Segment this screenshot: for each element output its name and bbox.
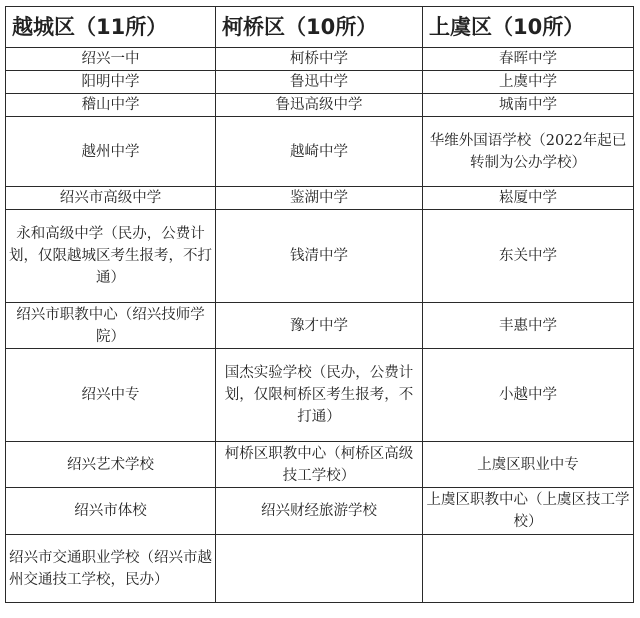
table-cell: 华维外国语学校（2022年起已转制为公办学校）	[423, 117, 634, 187]
table-cell: 鉴湖中学	[216, 187, 423, 210]
table-cell: 阳明中学	[6, 71, 216, 94]
table-cell: 鲁迅中学	[216, 71, 423, 94]
table-cell: 钱清中学	[216, 210, 423, 303]
header-yuecheng: 越城区（11所）	[6, 7, 216, 48]
table-row	[6, 442, 634, 488]
table-cell: 绍兴市体校	[6, 488, 216, 535]
table-cell: 绍兴财经旅游学校	[216, 488, 423, 535]
table-cell: 上虞中学	[423, 71, 634, 94]
table-cell: 绍兴市高级中学	[6, 187, 216, 210]
table-cell: 崧厦中学	[423, 187, 634, 210]
header-shangyu: 上虞区（10所）	[423, 7, 634, 48]
table-cell: 春晖中学	[423, 48, 634, 71]
table-cell: 绍兴市职教中心（绍兴技师学院）	[6, 303, 216, 349]
table-cell: 绍兴一中	[6, 48, 216, 71]
schools-table	[5, 6, 634, 603]
table-row	[6, 94, 634, 117]
table-cell: 豫才中学	[216, 303, 423, 349]
table-cell: 柯桥区职教中心（柯桥区高级技工学校）	[216, 442, 423, 488]
table-cell	[423, 535, 634, 603]
table-cell: 国杰实验学校（民办，公费计划，仅限柯桥区考生报考，不打通）	[216, 349, 423, 442]
table-cell: 丰惠中学	[423, 303, 634, 349]
table-row	[6, 117, 634, 187]
schools-table-container	[5, 6, 634, 603]
table-row	[6, 210, 634, 303]
table-cell: 绍兴艺术学校	[6, 442, 216, 488]
header-keqiao: 柯桥区（10所）	[216, 7, 423, 48]
table-cell: 上虞区职教中心（上虞区技工学校）	[423, 488, 634, 535]
table-cell: 永和高级中学（民办，公费计划，仅限越城区考生报考，不打通）	[6, 210, 216, 303]
table-cell: 绍兴中专	[6, 349, 216, 442]
table-cell: 越崎中学	[216, 117, 423, 187]
table-cell: 东关中学	[423, 210, 634, 303]
table-cell: 绍兴市交通职业学校（绍兴市越州交通技工学校，民办）	[6, 535, 216, 603]
table-row	[6, 535, 634, 603]
table-cell: 稽山中学	[6, 94, 216, 117]
table-cell: 鲁迅高级中学	[216, 94, 423, 117]
table-cell: 城南中学	[423, 94, 634, 117]
table-cell	[216, 535, 423, 603]
table-cell: 柯桥中学	[216, 48, 423, 71]
table-cell: 上虞区职业中专	[423, 442, 634, 488]
table-row	[6, 349, 634, 442]
table-cell: 小越中学	[423, 349, 634, 442]
table-header-row	[6, 7, 634, 48]
table-row	[6, 303, 634, 349]
table-row	[6, 48, 634, 71]
table-row	[6, 71, 634, 94]
table-cell: 越州中学	[6, 117, 216, 187]
table-row	[6, 488, 634, 535]
table-row	[6, 187, 634, 210]
